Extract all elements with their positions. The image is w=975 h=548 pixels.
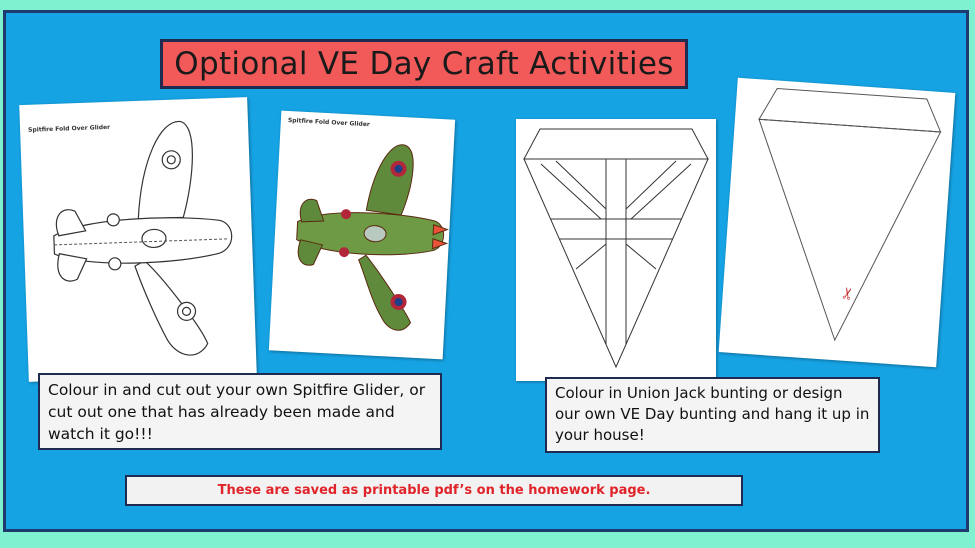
spitfire-colour-label: Spitfire Fold Over Glider bbox=[287, 116, 370, 129]
spitfire-outline-sheet bbox=[19, 97, 257, 382]
blank-bunting-drawing bbox=[719, 78, 956, 368]
footer-note: These are saved as printable pdf’s on the homework page. bbox=[125, 475, 743, 506]
spitfire-caption: Colour in and cut out your own Spitfire Glider, or cut out one that has already been made and watch it go!!! bbox=[38, 373, 442, 450]
spitfire-colour-drawing bbox=[269, 111, 455, 360]
spitfire-outline-label: Spitfire Fold Over Glider bbox=[27, 123, 111, 134]
blank-bunting-sheet bbox=[719, 78, 956, 368]
scissors-icon: ✂ bbox=[836, 284, 859, 303]
bunting-caption: Colour in Union Jack bunting or design our own VE Day bunting and hang it up in your house! bbox=[545, 377, 880, 453]
union-jack-bunting-drawing bbox=[516, 119, 716, 381]
spitfire-colour-sheet bbox=[269, 111, 455, 360]
spitfire-outline-drawing bbox=[19, 97, 257, 382]
page-title: Optional VE Day Craft Activities bbox=[160, 39, 688, 89]
union-jack-bunting-sheet bbox=[516, 119, 716, 381]
